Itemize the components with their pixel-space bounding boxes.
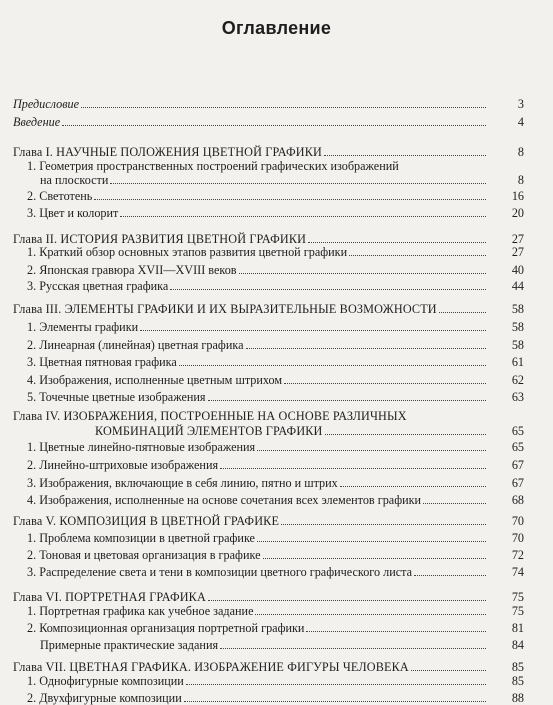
- page-number: 75: [511, 604, 524, 618]
- dot-leader: [208, 400, 486, 401]
- section-title: 2. Светотень: [27, 189, 93, 203]
- dot-leader: [257, 450, 486, 451]
- toc-chapter-row[interactable]: [0, 424, 553, 438]
- dot-leader: [120, 216, 486, 217]
- chapter-title-line: Глава IV. ИЗОБРАЖЕНИЯ, ПОСТРОЕННЫЕ НА ОСНОВЕ РАЗЛИЧНЫХ: [13, 409, 407, 423]
- chapter-title: Глава II. ИСТОРИЯ РАЗВИТИЯ ЦВЕТНОЙ ГРАФИКИ: [13, 232, 307, 246]
- section-title: 3. Цветная пятновая графика: [27, 355, 177, 369]
- dot-leader: [284, 383, 486, 384]
- chapter-title-line: КОМБИНАЦИЙ ЭЛЕМЕНТОВ ГРАФИКИ: [95, 424, 323, 438]
- section-title: 1. Краткий обзор основных этапов развития цветной графики: [27, 245, 348, 259]
- page-number: 40: [511, 263, 524, 277]
- dot-leader: [94, 199, 486, 200]
- toc-section-row[interactable]: [0, 604, 553, 618]
- page-number: 58: [511, 338, 524, 352]
- toc-section-row[interactable]: [0, 621, 553, 635]
- section-title: 1. Элементы графики: [27, 320, 139, 334]
- toc-chapter-row[interactable]: [0, 590, 553, 604]
- dot-leader: [257, 541, 486, 542]
- dot-leader: [186, 684, 486, 685]
- page-number: 63: [511, 390, 524, 404]
- toc-section-row[interactable]: [0, 390, 553, 404]
- dot-leader: [184, 701, 486, 702]
- section-title: 2. Двухфигурные композиции: [27, 691, 182, 705]
- toc-section-row[interactable]: [0, 531, 553, 545]
- dot-leader: [110, 183, 486, 184]
- dot-leader: [208, 600, 486, 601]
- section-title: 1. Портретная графика как учебное задание: [27, 604, 254, 618]
- section-title: 2. Японская гравюра XVII—XVIII веков: [27, 263, 237, 277]
- toc-section-row[interactable]: [0, 206, 553, 220]
- toc-section-row[interactable]: [0, 279, 553, 293]
- dot-leader: [220, 468, 486, 469]
- toc-section-row[interactable]: [0, 189, 553, 203]
- page-number: 88: [511, 691, 524, 705]
- chapter-title: Глава I. НАУЧНЫЕ ПОЛОЖЕНИЯ ЦВЕТНОЙ ГРАФИКИ: [13, 145, 322, 159]
- page-number: 65: [511, 440, 524, 454]
- toc-section-row[interactable]: [0, 493, 553, 507]
- toc-section-row[interactable]: [0, 245, 553, 259]
- dot-leader: [239, 273, 486, 274]
- dot-leader: [81, 107, 486, 108]
- page-number: 74: [511, 565, 524, 579]
- toc-chapter-row[interactable]: [0, 409, 553, 423]
- page-number: 70: [511, 531, 524, 545]
- page-number: 27: [511, 245, 524, 259]
- toc-section-row[interactable]: [0, 548, 553, 562]
- dot-leader: [246, 348, 487, 349]
- toc-section-row[interactable]: [0, 373, 553, 387]
- section-title: 1. Проблема композиции в цветной графике: [27, 531, 255, 545]
- toc-section-row[interactable]: [0, 338, 553, 352]
- toc-chapter-row[interactable]: [0, 660, 553, 674]
- dot-leader: [179, 365, 486, 366]
- toc-chapter-row[interactable]: [0, 514, 553, 528]
- page-number: 75: [511, 590, 524, 604]
- dot-leader: [439, 312, 486, 313]
- intro-entry-label: Предисловие: [13, 97, 80, 111]
- section-title: 3. Цвет и колорит: [27, 206, 119, 220]
- dot-leader: [140, 330, 486, 331]
- intro-entry-label: Введение: [13, 115, 61, 129]
- dot-leader: [411, 670, 486, 671]
- page-number: 8: [517, 145, 524, 159]
- toc-section-row[interactable]: [0, 674, 553, 688]
- section-title: 1. Цветные линейно-пятновые изображения: [27, 440, 256, 454]
- section-title-line: 1. Геометрия пространственных построений графических изображений: [27, 159, 399, 173]
- dot-leader: [308, 242, 486, 243]
- dot-leader: [340, 486, 486, 487]
- dot-leader: [306, 631, 486, 632]
- section-title: 2. Композиционная организация портретной графики: [27, 621, 305, 635]
- page-number: 62: [511, 373, 524, 387]
- section-title: Примерные практические задания: [40, 638, 219, 652]
- dot-leader: [263, 558, 487, 559]
- toc-row-intro[interactable]: [0, 115, 553, 129]
- page-number: 44: [511, 279, 524, 293]
- page-number: 72: [511, 548, 524, 562]
- toc-section-row[interactable]: [0, 355, 553, 369]
- page-number: 58: [511, 320, 524, 334]
- dot-leader: [324, 155, 486, 156]
- section-title: 3. Изображения, включающие в себя линию, пятно и штрих: [27, 476, 338, 490]
- page-number: 68: [511, 493, 524, 507]
- toc-section-row[interactable]: [0, 638, 553, 652]
- page-number: 84: [511, 638, 524, 652]
- toc-row-intro[interactable]: [0, 97, 553, 111]
- section-title: 2. Тоновая и цветовая организация в графике: [27, 548, 261, 562]
- chapter-title: Глава VI. ПОРТРЕТНАЯ ГРАФИКА: [13, 590, 206, 604]
- toc-chapter-row[interactable]: [0, 302, 553, 316]
- page-number: 20: [511, 206, 524, 220]
- page-number: 16: [511, 189, 524, 203]
- toc-section-row[interactable]: [0, 458, 553, 472]
- page-number: 85: [511, 674, 524, 688]
- dot-leader: [170, 289, 486, 290]
- section-title: 5. Точечные цветные изображения: [27, 390, 206, 404]
- chapter-title: Глава VII. ЦВЕТНАЯ ГРАФИКА. ИЗОБРАЖЕНИЕ ФИГУРЫ ЧЕЛОВЕКА: [13, 660, 409, 674]
- page-number: 67: [511, 476, 524, 490]
- toc-section-row[interactable]: [0, 565, 553, 579]
- toc-section-row[interactable]: [0, 691, 553, 705]
- page-number: 61: [511, 355, 524, 369]
- page-title: Оглавление: [221, 18, 332, 38]
- section-title: 2. Линейно-штриховые изображения: [27, 458, 219, 472]
- page-number: 65: [511, 424, 524, 438]
- toc-chapter-row[interactable]: [0, 145, 553, 159]
- page-number: 8: [517, 173, 524, 187]
- page-number: 58: [511, 302, 524, 316]
- page-number: 67: [511, 458, 524, 472]
- dot-leader: [423, 503, 486, 504]
- page-number: 27: [511, 232, 524, 246]
- dot-leader: [349, 255, 486, 256]
- page-number: 3: [517, 97, 524, 111]
- section-title: 3. Русская цветная графика: [27, 279, 169, 293]
- section-title-line: на плоскости: [40, 173, 109, 187]
- dot-leader: [414, 575, 486, 576]
- dot-leader: [62, 125, 486, 126]
- toc-section-row[interactable]: [0, 173, 553, 187]
- page-number: 4: [517, 115, 524, 129]
- toc-section-row[interactable]: [0, 320, 553, 334]
- toc-section-row[interactable]: [0, 159, 553, 173]
- section-title: 3. Распределение света и тени в композиции цветного графического листа: [27, 565, 413, 579]
- toc-chapter-row[interactable]: [0, 232, 553, 246]
- chapter-title: Глава III. ЭЛЕМЕНТЫ ГРАФИКИ И ИХ ВЫРАЗИТЕЛЬНЫЕ ВОЗМОЖНОСТИ: [13, 302, 437, 316]
- toc-section-row[interactable]: [0, 476, 553, 490]
- dot-leader: [325, 434, 486, 435]
- dot-leader: [281, 524, 486, 525]
- section-title: 1. Однофигурные композиции: [27, 674, 184, 688]
- section-title: 4. Изображения, исполненные цветным штрихом: [27, 373, 283, 387]
- toc-section-row[interactable]: [0, 263, 553, 277]
- page-number: 81: [511, 621, 524, 635]
- toc-section-row[interactable]: [0, 440, 553, 454]
- page-number: 85: [511, 660, 524, 674]
- dot-leader: [255, 614, 486, 615]
- section-title: 4. Изображения, исполненные на основе сочетания всех элементов графики: [27, 493, 422, 507]
- chapter-title: Глава V. КОМПОЗИЦИЯ В ЦВЕТНОЙ ГРАФИКЕ: [13, 514, 280, 528]
- dot-leader: [220, 648, 486, 649]
- page-number: 70: [511, 514, 524, 528]
- section-title: 2. Линеарная (линейная) цветная графика: [27, 338, 244, 352]
